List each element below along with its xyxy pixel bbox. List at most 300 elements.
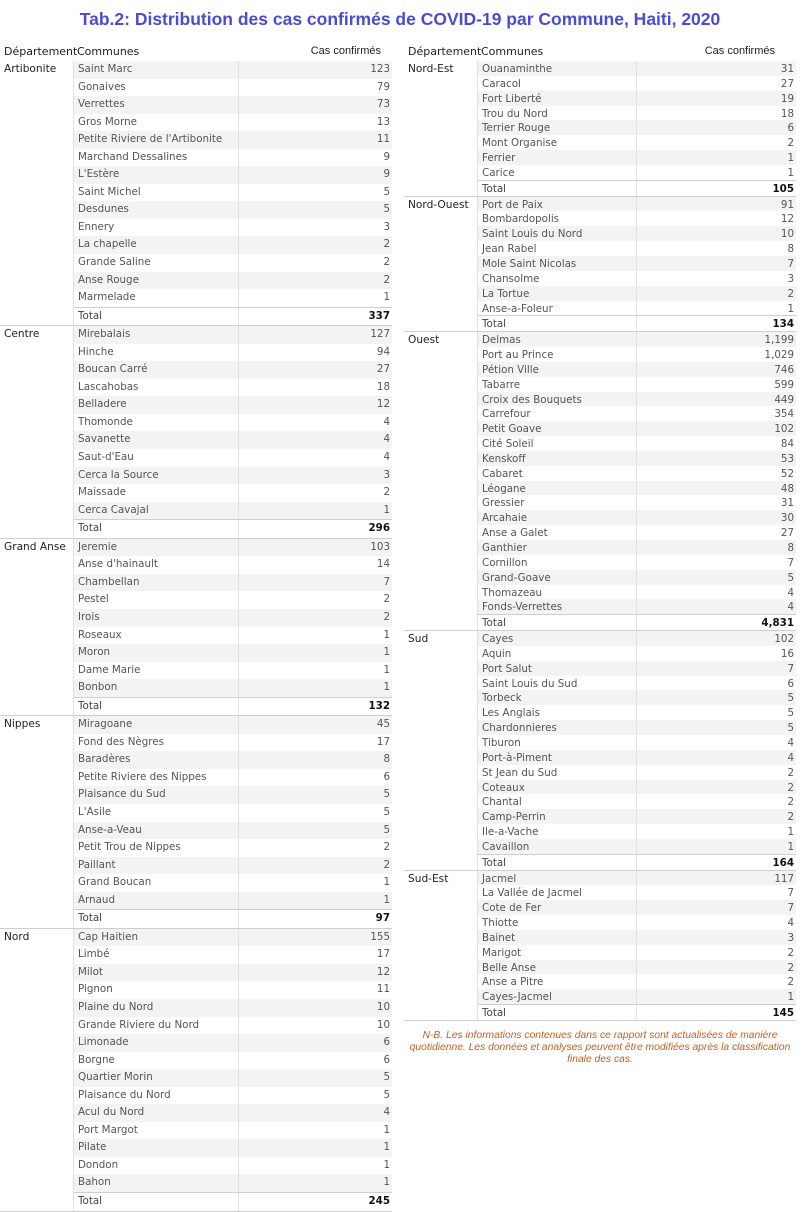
commune-name: Anse d'hainault: [78, 558, 158, 571]
commune-name: Savanette: [78, 433, 131, 446]
commune-name: Bonbon: [78, 681, 118, 694]
table-row: [74, 484, 392, 502]
commune-name: Roseaux: [78, 628, 122, 641]
table-row: [478, 646, 796, 661]
case-count: 1: [238, 679, 393, 697]
table-row: [478, 301, 796, 316]
case-count: 4: [636, 750, 797, 765]
case-count: 6: [238, 769, 393, 787]
table-row: [74, 1174, 392, 1192]
total-label: Total: [482, 856, 507, 869]
commune-name: Plaisance du Sud: [78, 788, 166, 801]
table-row: [74, 946, 392, 964]
table-row: [478, 809, 796, 824]
case-count: 13: [238, 114, 393, 132]
case-count: 123: [238, 61, 393, 79]
commune-name: Ferrier: [482, 152, 516, 165]
commune-name: Anse a Pitre: [482, 976, 544, 989]
case-count: 1,029: [636, 347, 797, 362]
table-row: [74, 236, 392, 254]
case-count: 11: [238, 131, 393, 149]
case-count: 10: [238, 999, 393, 1017]
table-row: [74, 981, 392, 999]
table-row: [74, 61, 392, 79]
table-row: [478, 406, 796, 421]
commune-name: Saut-d'Eau: [78, 451, 134, 464]
page-title: Tab.2: Distribution des cas confirmés de COVID-19 par Commune, Haiti, 2020: [79, 9, 721, 29]
commune-name: Croix des Bouquets: [482, 393, 582, 406]
commune-name: Camp-Perrin: [482, 811, 546, 824]
header-communes: Communes: [481, 45, 544, 58]
table-row: [478, 661, 796, 676]
commune-name: Plaisance du Nord: [78, 1088, 171, 1101]
table-row: [74, 344, 392, 362]
case-count: 5: [636, 720, 797, 735]
table-row: [478, 631, 796, 646]
case-count: 2: [636, 780, 797, 795]
table-row: [478, 690, 796, 705]
case-count: 103: [238, 539, 393, 557]
table-row: [74, 149, 392, 167]
commune-name: Bombardopolis: [482, 213, 560, 226]
commune-name: Cavaillon: [482, 840, 530, 853]
commune-name: Maissade: [78, 486, 126, 499]
commune-name: Mont Organise: [482, 137, 558, 150]
table-row: [74, 1087, 392, 1105]
commune-name: Port-à-Piment: [482, 751, 552, 764]
table-row: [478, 91, 796, 106]
case-count: 5: [238, 184, 393, 202]
commune-name: Boucan Carré: [78, 363, 148, 376]
commune-name: Pilate: [78, 1141, 107, 1154]
commune-name: Port Salut: [482, 662, 532, 675]
table-row: [478, 930, 796, 945]
table-row: [478, 120, 796, 135]
total-value: 105: [636, 181, 797, 196]
case-count: 4: [636, 599, 797, 614]
commune-name: Fond des Nègres: [78, 735, 164, 748]
department-name: Sud-Est: [408, 872, 449, 885]
commune-name: Ganthier: [482, 542, 527, 554]
table-row: [478, 974, 796, 989]
case-count: 10: [238, 1017, 393, 1035]
footnote: N-B. Les informations contenues dans ce rapport sont actualisées de manière quotidienne. Les données et analyses peuvent être modifiées après la classification finale des cas.: [409, 1030, 791, 1065]
case-count: 155: [238, 929, 393, 947]
commune-name: Pestel: [78, 593, 109, 606]
commune-name: Fonds-Verrettes: [482, 601, 563, 614]
case-count: 2: [238, 236, 393, 254]
commune-name: Pignon: [78, 983, 113, 996]
commune-name: Plaine du Nord: [78, 1000, 154, 1013]
case-count: 449: [636, 392, 797, 407]
table-row: [478, 599, 796, 614]
total-value: 134: [636, 316, 797, 331]
commune-name: Cote de Fer: [482, 902, 542, 915]
case-count: 7: [636, 661, 797, 676]
department-name: Centre: [4, 328, 40, 341]
commune-name: Dondon: [78, 1158, 119, 1171]
case-count: 1: [636, 301, 797, 316]
commune-name: Petit Trou de Nippes: [78, 841, 181, 854]
case-count: 52: [636, 466, 797, 481]
case-count: 10: [636, 226, 797, 241]
table-row: [74, 1104, 392, 1122]
table-row: [74, 414, 392, 432]
commune-name: Grand-Goave: [482, 571, 551, 584]
case-count: 7: [636, 885, 797, 900]
commune-name: Miragoane: [78, 718, 133, 731]
table-row: [478, 915, 796, 930]
table-row: [478, 960, 796, 975]
table-row: [74, 1052, 392, 1070]
case-count: 2: [636, 960, 797, 975]
commune-name: Léogane: [482, 482, 526, 495]
table-row: [478, 885, 796, 900]
case-count: 4: [238, 449, 393, 467]
commune-name: Torbeck: [482, 692, 522, 705]
commune-name: L'Estère: [78, 168, 120, 181]
total-label: Total: [482, 182, 507, 195]
total-row: [478, 180, 796, 196]
table-row: [478, 705, 796, 720]
case-count: 2: [636, 135, 797, 150]
commune-name: Chansolme: [482, 272, 540, 285]
case-count: 30: [636, 510, 797, 525]
case-count: 4: [636, 735, 797, 750]
commune-name: Trou du Nord: [482, 107, 548, 120]
table-row: [74, 591, 392, 609]
commune-name: Cerca la Source: [78, 468, 159, 481]
commune-name: Caracol: [482, 77, 521, 90]
table-row: [478, 211, 796, 226]
table-row: [478, 871, 796, 886]
case-count: 2: [238, 484, 393, 502]
commune-name: Grande Riviere du Nord: [78, 1018, 200, 1031]
commune-name: Baradères: [78, 753, 131, 766]
department-block: [404, 871, 796, 1021]
table-row: [478, 271, 796, 286]
commune-name: Fort Liberté: [482, 92, 542, 105]
case-count: 4: [238, 1104, 393, 1122]
case-count: 4: [636, 915, 797, 930]
table-row: [478, 332, 796, 347]
commune-name: Gros Morne: [78, 115, 138, 128]
commune-name: Anse Rouge: [78, 273, 139, 286]
case-count: 1: [636, 824, 797, 839]
table-row: [74, 929, 392, 947]
case-count: 102: [636, 421, 797, 436]
table-row: [478, 197, 796, 212]
commune-name: Marchand Dessalines: [78, 150, 188, 163]
commune-name: Milot: [78, 965, 103, 978]
case-count: 5: [238, 822, 393, 840]
commune-name: Jean Rabel: [482, 243, 537, 256]
case-count: 91: [636, 197, 797, 212]
department-block: [404, 61, 796, 197]
table-row: [478, 61, 796, 76]
total-row: [74, 1192, 392, 1211]
table-row: [74, 96, 392, 114]
commune-name: Terrier Rouge: [482, 122, 551, 135]
table-row: [478, 570, 796, 585]
table-header: [0, 44, 392, 61]
total-row: [478, 854, 796, 870]
commune-name: Chardonnieres: [482, 722, 557, 735]
case-count: 2: [636, 765, 797, 780]
case-count: 7: [636, 900, 797, 915]
table-row: [478, 106, 796, 121]
case-count: 9: [238, 149, 393, 167]
table-row: [74, 1157, 392, 1175]
case-count: 2: [636, 809, 797, 824]
commune-name: Carice: [482, 166, 515, 179]
table-row: [74, 574, 392, 592]
case-count: 17: [238, 734, 393, 752]
commune-name: Bahon: [78, 1176, 111, 1189]
table-row: [74, 662, 392, 680]
header-cas: Cas confirmés: [310, 45, 381, 57]
commune-name: Cornillon: [482, 556, 528, 569]
department-block: [404, 631, 796, 871]
case-count: 7: [636, 256, 797, 271]
commune-name: Coteaux: [482, 781, 525, 794]
commune-name: Belle Anse: [482, 961, 536, 974]
commune-name: Gonaives: [78, 80, 126, 93]
commune-name: Ile-a-Vache: [482, 826, 539, 839]
header-communes: Communes: [77, 45, 140, 58]
table-row: [74, 539, 392, 557]
department-name: Nord-Ouest: [408, 198, 469, 211]
table-row: [478, 540, 796, 555]
case-count: 48: [636, 481, 797, 496]
table-row: [74, 822, 392, 840]
case-count: 94: [238, 344, 393, 362]
table-row: [478, 720, 796, 735]
commune-name: Moron: [78, 646, 111, 659]
table-row: [478, 451, 796, 466]
table-row: [478, 794, 796, 809]
total-label: Total: [482, 617, 507, 630]
commune-name: Ouanaminthe: [482, 63, 553, 75]
case-count: 11: [238, 981, 393, 999]
commune-name: Quartier Morin: [78, 1071, 153, 1084]
case-count: 5: [636, 570, 797, 585]
total-label: Total: [482, 318, 507, 331]
department-block: [404, 197, 796, 333]
case-count: 1: [238, 1174, 393, 1192]
commune-name: Thomazeau: [482, 586, 543, 599]
commune-name: St Jean du Sud: [482, 766, 558, 779]
table-row: [74, 1122, 392, 1140]
table-row: [74, 254, 392, 272]
commune-name: Cabaret: [482, 467, 523, 480]
commune-name: Verrettes: [78, 98, 125, 111]
case-count: 2: [238, 591, 393, 609]
header-departement: Département: [4, 45, 78, 58]
table-row: [478, 555, 796, 570]
case-count: 1: [238, 627, 393, 645]
commune-name: Cayes-Jacmel: [482, 991, 552, 1004]
header-cas: Cas confirmés: [704, 45, 775, 57]
table-row: [74, 79, 392, 97]
table-row: [478, 241, 796, 256]
commune-name: Cerca Cavajal: [78, 503, 149, 516]
total-row: [478, 315, 796, 331]
case-count: 27: [636, 76, 797, 91]
case-count: 19: [636, 91, 797, 106]
commune-name: Port de Paix: [482, 198, 543, 211]
table-row: [74, 734, 392, 752]
case-count: 2: [238, 839, 393, 857]
case-count: 1: [636, 150, 797, 165]
total-row: [74, 519, 392, 538]
commune-name: Jacmel: [482, 872, 517, 885]
total-value: 337: [238, 308, 393, 326]
commune-name: Mole Saint Nicolas: [482, 257, 577, 270]
table-row: [478, 421, 796, 436]
commune-name: Petite Riviere des Nippes: [78, 770, 207, 783]
commune-name: Petite Riviere de l'Artibonite: [78, 133, 223, 146]
table-row: [74, 379, 392, 397]
department-name: Nippes: [4, 718, 41, 731]
table-row: [478, 362, 796, 377]
case-count: 8: [636, 241, 797, 256]
table-row: [74, 964, 392, 982]
case-count: 1: [636, 989, 797, 1004]
table-row: [74, 502, 392, 520]
header-departement: Département: [408, 45, 482, 58]
department-block: [0, 61, 392, 326]
commune-name: Thomonde: [78, 415, 133, 428]
case-count: 102: [636, 631, 797, 646]
commune-name: Borgne: [78, 1053, 115, 1066]
case-count: 18: [636, 106, 797, 121]
case-count: 5: [238, 1069, 393, 1087]
table-row: [74, 184, 392, 202]
case-count: 27: [238, 361, 393, 379]
department-block: [0, 539, 392, 716]
commune-name: Port au Prince: [482, 349, 554, 362]
commune-name: Grande Saline: [78, 256, 151, 269]
commune-name: Saint Marc: [78, 63, 133, 75]
table-row: [74, 431, 392, 449]
total-label: Total: [78, 309, 103, 322]
case-count: 4: [238, 431, 393, 449]
case-count: 12: [238, 964, 393, 982]
case-count: 7: [636, 555, 797, 570]
table-row: [74, 751, 392, 769]
table-row: [478, 839, 796, 854]
table-row: [74, 999, 392, 1017]
table-row: [74, 786, 392, 804]
commune-name: Les Anglais: [482, 707, 541, 720]
case-count: 5: [636, 705, 797, 720]
table-row: [478, 135, 796, 150]
table-row: [74, 272, 392, 290]
table-row: [478, 585, 796, 600]
table-body: [0, 61, 392, 1212]
case-count: 1: [238, 1139, 393, 1157]
commune-name: Chambellan: [78, 575, 140, 588]
case-count: 2: [238, 609, 393, 627]
case-count: 1: [238, 289, 393, 307]
table-row: [478, 226, 796, 241]
case-count: 31: [636, 61, 797, 76]
commune-name: Marigot: [482, 946, 522, 959]
commune-name: Ennery: [78, 220, 115, 233]
total-value: 132: [238, 698, 393, 716]
table-row: [74, 716, 392, 734]
case-count: 4: [636, 585, 797, 600]
commune-name: Belladere: [78, 398, 127, 411]
commune-name: Tabarre: [482, 378, 521, 391]
case-count: 3: [636, 930, 797, 945]
total-label: Total: [78, 912, 103, 925]
table-row: [74, 114, 392, 132]
case-count: 746: [636, 362, 797, 377]
right-table: [404, 44, 796, 1021]
table-row: [74, 219, 392, 237]
case-count: 354: [636, 406, 797, 421]
department-block: [0, 929, 392, 1212]
table-row: [74, 874, 392, 892]
commune-name: Irois: [78, 610, 100, 623]
table-row: [74, 449, 392, 467]
table-row: [74, 396, 392, 414]
commune-name: Paillant: [78, 858, 116, 871]
case-count: 1: [636, 839, 797, 854]
case-count: 14: [238, 556, 393, 574]
case-count: 1: [238, 892, 393, 910]
table-row: [478, 824, 796, 839]
case-count: 73: [238, 96, 393, 114]
commune-name: Aquin: [482, 647, 512, 660]
total-row: [74, 909, 392, 928]
case-count: 2: [238, 254, 393, 272]
commune-name: La Vallée de Jacmel: [482, 887, 582, 900]
table-row: [74, 1034, 392, 1052]
case-count: 1: [238, 1122, 393, 1140]
table-row: [478, 676, 796, 691]
table-row: [478, 750, 796, 765]
table-row: [74, 627, 392, 645]
total-row: [478, 1004, 796, 1020]
commune-name: Desdunes: [78, 203, 129, 216]
table-row: [74, 201, 392, 219]
total-value: 245: [238, 1193, 393, 1211]
commune-name: Petit Goave: [482, 423, 542, 436]
case-count: 16: [636, 646, 797, 661]
case-count: 31: [636, 495, 797, 510]
case-count: 12: [636, 211, 797, 226]
commune-name: La chapelle: [78, 238, 137, 251]
case-count: 1: [238, 1157, 393, 1175]
table-row: [74, 769, 392, 787]
case-count: 4: [238, 414, 393, 432]
table-row: [74, 467, 392, 485]
commune-name: Cayes: [482, 633, 514, 646]
commune-name: L'Asile: [78, 805, 112, 818]
case-count: 1: [238, 662, 393, 680]
total-row: [74, 307, 392, 326]
case-count: 5: [238, 786, 393, 804]
case-count: 1: [238, 874, 393, 892]
department-name: Sud: [408, 633, 429, 646]
commune-name: Port Margot: [78, 1123, 138, 1136]
table-row: [74, 839, 392, 857]
case-count: 53: [636, 451, 797, 466]
case-count: 79: [238, 79, 393, 97]
